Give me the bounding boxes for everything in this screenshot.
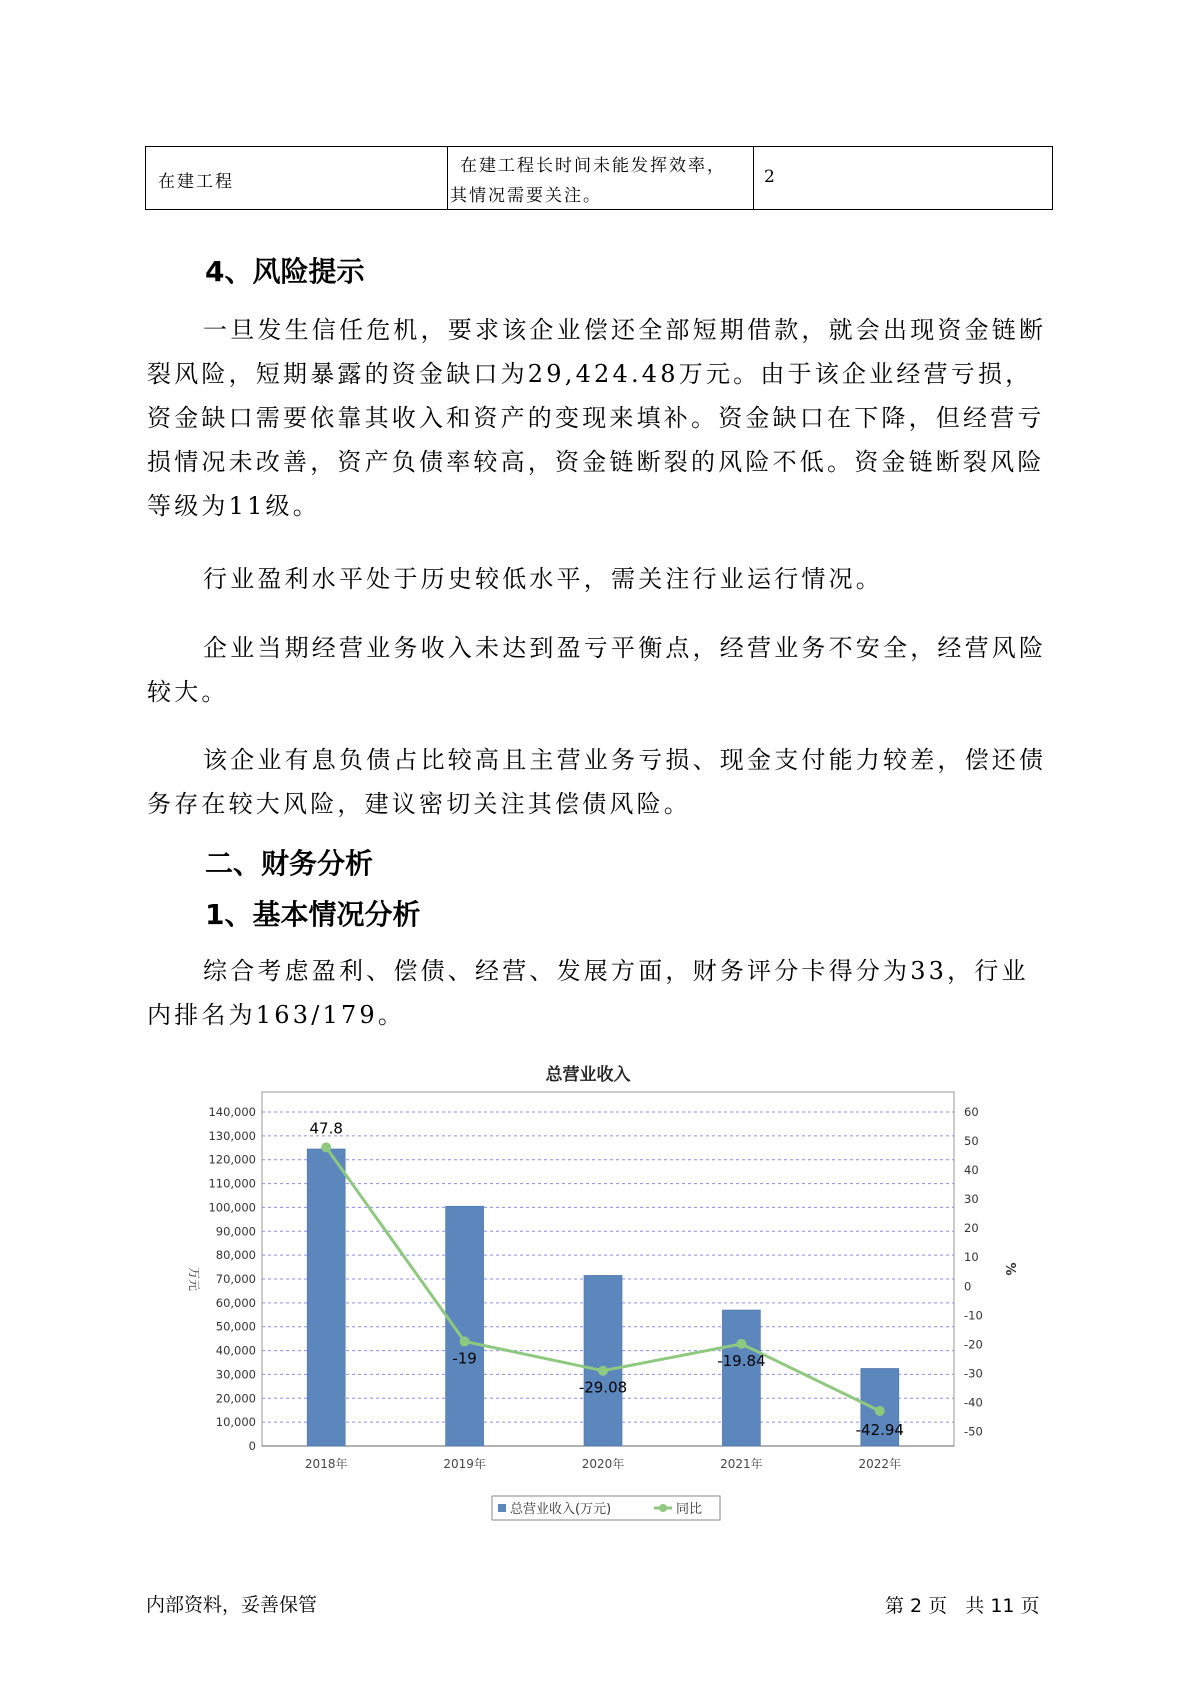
yoy-point	[736, 1339, 746, 1349]
left-tick-label: 120,000	[208, 1152, 256, 1167]
table-item-label: 在建工程	[158, 172, 234, 192]
left-tick-label: 60,000	[215, 1295, 256, 1310]
x-tick-label: 2022年	[858, 1457, 902, 1471]
chart-title: 总营业收入	[545, 1065, 631, 1085]
right-tick-label: 10	[964, 1250, 979, 1265]
right-tick-label: 0	[964, 1279, 972, 1294]
right-tick-label: 40	[964, 1163, 979, 1178]
legend-line-marker	[659, 1504, 667, 1512]
basic-analysis-heading: 1、基本情况分析	[205, 898, 421, 931]
yoy-point	[598, 1366, 608, 1376]
right-tick-label: 50	[964, 1134, 979, 1149]
right-tick-label: -10	[964, 1308, 983, 1323]
left-tick-label: 100,000	[208, 1200, 256, 1215]
bar-2020年	[584, 1275, 622, 1446]
left-tick-label: 10,000	[215, 1415, 256, 1430]
right-tick-label: 20	[964, 1221, 979, 1236]
table-cell-score	[754, 147, 1052, 209]
financial-analysis-heading: 二、财务分析	[205, 847, 374, 880]
legend-bar-label: 总营业收入(万元)	[510, 1502, 612, 1517]
yoy-data-label: 47.8	[309, 1119, 343, 1138]
table-score: 2	[764, 167, 777, 187]
bar-2018年	[307, 1149, 345, 1446]
left-axis-label: 万元	[187, 1266, 201, 1292]
revenue-chart	[180, 1060, 1040, 1530]
legend-bar-swatch	[498, 1504, 506, 1512]
table-desc-line2: 其情况需要关注。	[450, 186, 602, 206]
risk-paragraph-1: 一旦发生信任危机，要求该企业偿还全部短期借款，就会出现资金链断裂风险，短期暴露的资金缺口为29,424.48万元。由于该企业经营亏损，资金缺口需要依靠其收入和资产的变现来填补。资金缺口在下降，但经营亏损情况未改善，资产负债率较高，资金链断裂的风险不低。资金链断裂风险等级为11级。	[147, 316, 1047, 520]
bar-2019年	[446, 1206, 484, 1446]
revenue-chart-svg	[180, 1060, 1040, 1530]
risk-paragraph-4: 该企业有息负债占比较高且主营业务亏损、现金支付能力较差，偿还债务存在较大风险，建议密切关注其偿债风险。	[147, 746, 1047, 818]
yoy-data-label: -19.84	[717, 1351, 766, 1370]
left-tick-label: 0	[248, 1439, 256, 1453]
left-tick-label: 30,000	[215, 1367, 256, 1382]
right-tick-label: -20	[964, 1337, 983, 1352]
left-tick-label: 80,000	[215, 1248, 256, 1263]
footer-page-number: 第 2 页 共 11 页	[885, 1595, 1040, 1617]
risk-heading: 4、风险提示	[205, 255, 365, 288]
left-tick-label: 130,000	[208, 1128, 256, 1143]
yoy-point	[875, 1406, 885, 1416]
table-cell-item	[146, 147, 448, 209]
table-desc-line1: 在建工程长时间未能发挥效率，	[460, 156, 726, 176]
x-tick-label: 2019年	[443, 1457, 486, 1471]
yoy-point	[460, 1336, 470, 1346]
right-tick-label: 30	[964, 1192, 979, 1207]
risk-table	[145, 146, 1053, 210]
left-tick-label: 70,000	[215, 1272, 256, 1286]
bar-2021年	[722, 1310, 760, 1446]
yoy-data-label: -29.08	[578, 1378, 628, 1397]
right-axis-label: %	[1002, 1262, 1017, 1276]
x-tick-label: 2021年	[720, 1457, 763, 1471]
right-tick-label: -50	[964, 1424, 983, 1439]
right-tick-label: 60	[964, 1105, 979, 1119]
left-tick-label: 50,000	[215, 1319, 256, 1334]
yoy-point	[321, 1142, 331, 1152]
left-tick-label: 90,000	[215, 1224, 256, 1239]
right-tick-label: -40	[964, 1395, 983, 1410]
yoy-data-label: -19	[452, 1349, 477, 1368]
x-tick-label: 2020年	[581, 1457, 625, 1471]
left-tick-label: 40,000	[215, 1343, 256, 1358]
x-tick-label: 2018年	[304, 1457, 348, 1471]
left-tick-label: 110,000	[208, 1176, 256, 1191]
left-tick-label: 140,000	[208, 1105, 256, 1119]
basic-analysis-paragraph: 综合考虑盈利、偿债、经营、发展方面，财务评分卡得分为33，行业内排名为163/179。	[147, 957, 1029, 1029]
risk-paragraph-3: 企业当期经营业务收入未达到盈亏平衡点，经营业务不安全，经营风险较大。	[147, 634, 1047, 706]
yoy-data-label: -42.94	[855, 1420, 904, 1439]
legend-line-label: 同比	[676, 1502, 703, 1517]
risk-paragraph-2: 行业盈利水平处于历史较低水平，需关注行业运行情况。	[203, 565, 883, 593]
right-tick-label: -30	[964, 1366, 983, 1381]
footer-confidential: 内部资料，妥善保管	[146, 1594, 318, 1616]
table-cell-description	[448, 147, 754, 209]
left-tick-label: 20,000	[215, 1391, 256, 1406]
